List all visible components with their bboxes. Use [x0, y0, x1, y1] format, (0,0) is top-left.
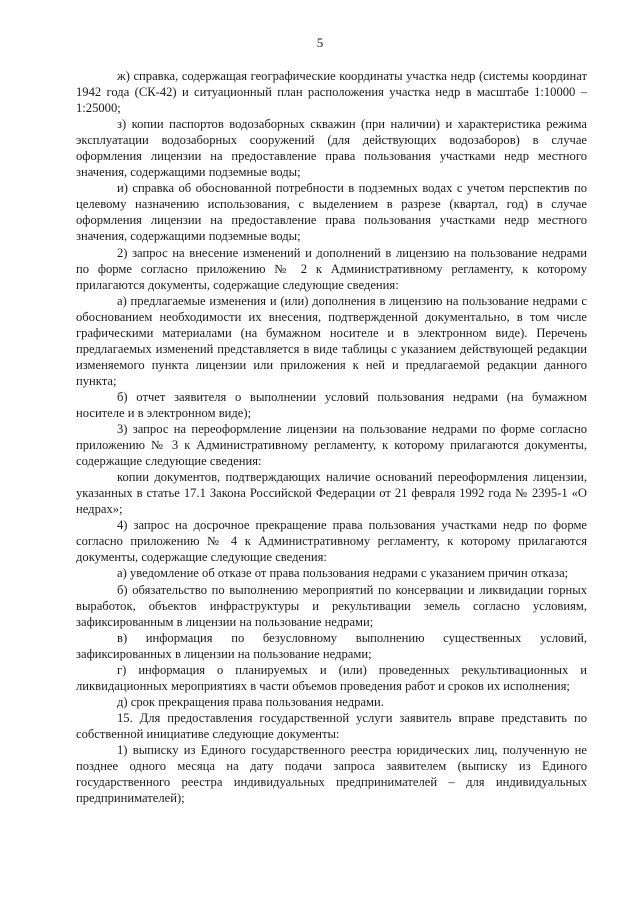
paragraph-4-termination-request: 4) запрос на досрочное прекращение права пользования участками недр по форме согласно приложению № 4 к Административному регламенту, к которому прилагаются документы, содержащие следующие сведения: [76, 518, 587, 565]
paragraph-reissue-grounds: копии документов, подтверждающих наличие оснований переоформления лицензии, указанных в статье 17.1 Закона Российской Федерации от 21 февраля 1992 года № 2395-1 «О недрах»; [76, 470, 587, 517]
paragraph-i-water-need: и) справка об обоснованной потребности в подземных водах с учетом перспектив по целевому назначению использования, с выделением в разрезе (квартал, год) в случае оформления лицензии на предоставление права пользования участками недр местного значения, содержащими подземные воды; [76, 181, 587, 244]
paragraph-b-compliance-report: б) отчет заявителя о выполнении условий пользования недрами (на бумажном носителе и в электронном виде); [76, 389, 587, 420]
document-body [76, 68, 587, 806]
page-number: 5 [316, 35, 324, 50]
paragraph-3-reissue-request: 3) запрос на переоформление лицензии на пользование недрами по форме согласно приложению № 3 к Административному регламенту, к которому прилагаются документы, содержащие следующие сведения: [76, 422, 587, 469]
paragraph-a-refusal-notice: а) уведомление об отказе от права пользования недрами с указанием причин отказа; [117, 566, 569, 581]
paragraph-d-termination-date: д) срок прекращения права пользования недрами. [117, 694, 384, 709]
paragraph-v-conditions-info: в) информация по безусловному выполнению существенных условий, зафиксированных в лицензии на пользование недрами; [76, 630, 587, 661]
paragraph-b-conservation-obligation: б) обязательство по выполнению мероприятий по консервации и ликвидации горных выработок, объектов инфраструктуры и рекультивации земель согласно условиям, зафиксированным в лицензии на пользование недрами; [76, 582, 587, 629]
paragraph-2-amendment-request: 2) запрос на внесение изменений и дополнений в лицензию на пользование недрами по форме согласно приложению № 2 к Административному регламенту, к которому прилагаются документы, содержащие следующие сведения: [76, 245, 587, 292]
paragraph-g-reclamation-info: г) информация о планируемых и (или) проведенных рекультивационных и ликвидационных мероприятиях в части объемов проведения работ и сроков их исполнения; [76, 662, 587, 693]
paragraph-15-optional-documents: 15. Для предоставления государственной услуги заявитель вправе представить по собственной инициативе следующие документы: [76, 710, 587, 741]
paragraph-1-registry-extract: 1) выписку из Единого государственного реестра юридических лиц, полученную не позднее одного месяца на дату подачи запроса заявителем (выписку из Единого государственного реестра индивидуальных предпринимателей – для индивидуальных предпринимателей); [76, 742, 587, 806]
paragraph-zh-coordinates: ж) справка, содержащая географические координаты участка недр (системы координат 1942 года (СК-42) и ситуационный план расположения участка недр в масштабе 1:10000 – 1:25000; [76, 69, 587, 116]
paragraph-z-well-passports: з) копии паспортов водозаборных скважин (при наличии) и характеристика режима эксплуатации водозаборных сооружений (для действующих водозаборов) в случае оформления лицензии на предоставление права пользования участками недр местного значения, содержащими подземные воды; [76, 117, 587, 180]
paragraph-a-proposed-changes: а) предлагаемые изменения и (или) дополнения в лицензию на пользование недрами с обоснованием необходимости их внесения, подтвержденной документально, в том числе графическими материалами (на бумажном носителе и в электронном виде). Перечень предлагаемых изменений представляется в виде таблицы с указанием действующей редакции изменяемого пункта лицензии или приложения к ней и предлагаемой редакции данного пункта; [76, 293, 587, 388]
